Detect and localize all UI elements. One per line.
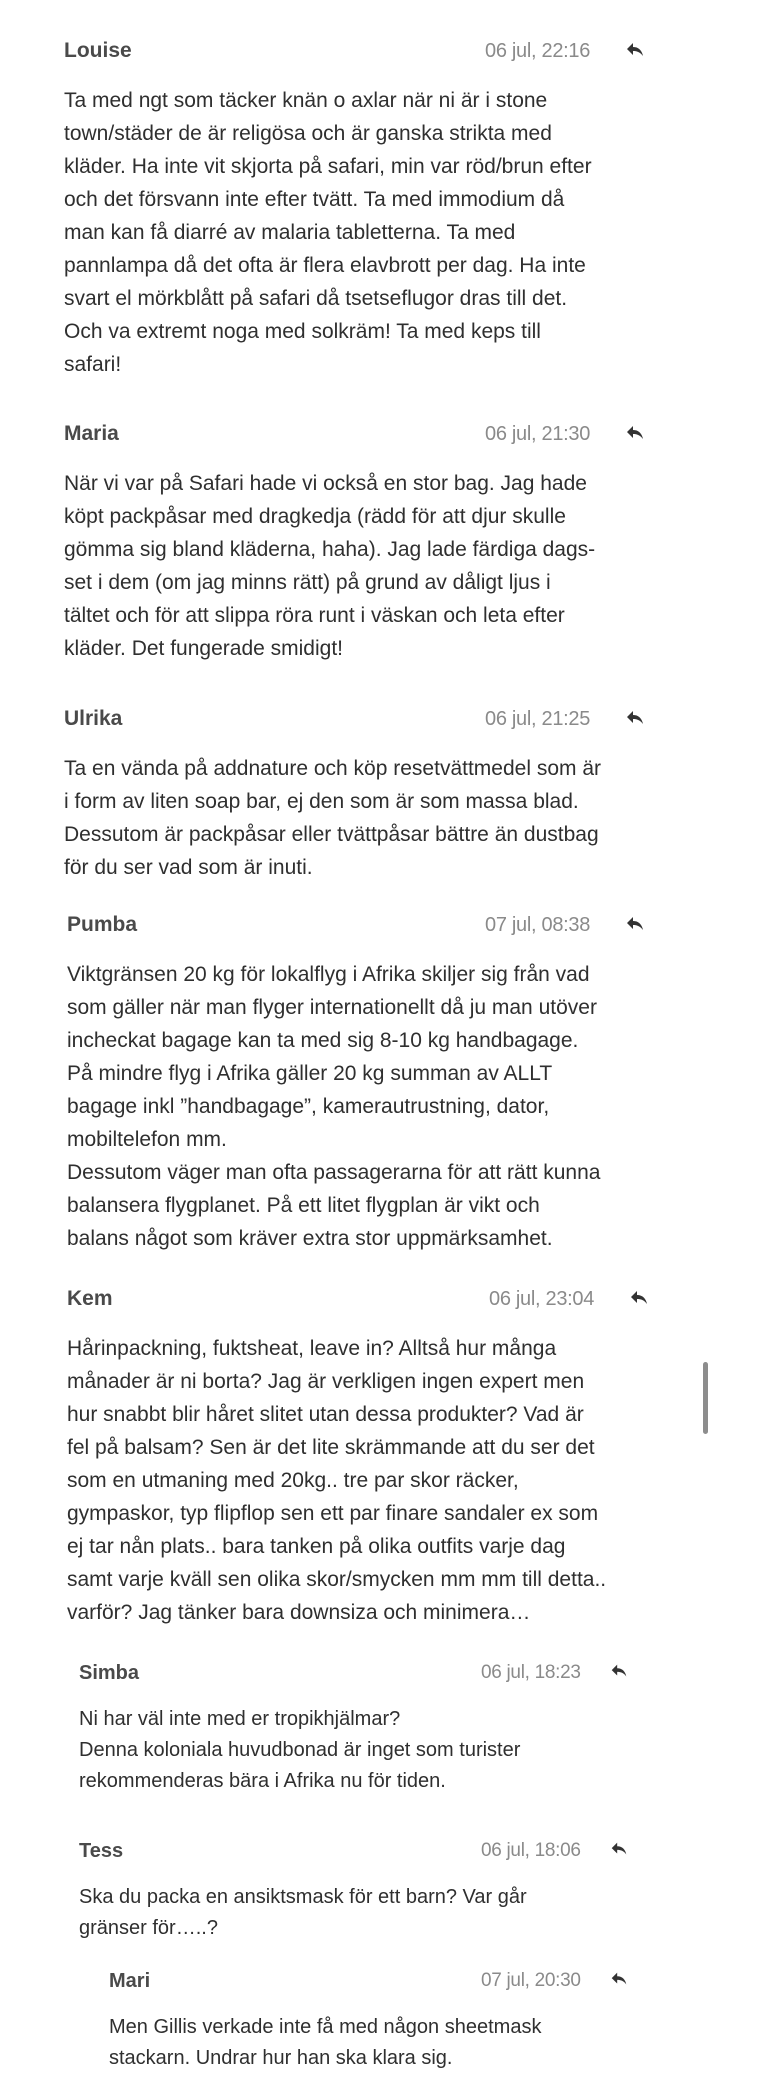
reply-icon[interactable] xyxy=(624,422,648,446)
comment-reply xyxy=(79,1660,679,1797)
reply-icon[interactable] xyxy=(624,707,648,731)
comment xyxy=(64,38,684,381)
comment-date: 06 jul, 22:16 xyxy=(485,40,591,62)
comment xyxy=(67,1286,697,1629)
comment-author: Tess xyxy=(79,1840,124,1862)
comment-date: 06 jul, 21:25 xyxy=(485,708,591,730)
comment-reply xyxy=(79,1838,679,1944)
comment xyxy=(64,706,684,884)
comment-text: När vi var på Safari hade vi också en stor bag. Jag hade köpt packpåsar med dragkedja (rädd för att djur skulle gömma sig bland kläderna, haha). Jag lade färdiga dags- set i dem (om jag minns rätt) på grund av dåligt ljus i tältet och för att slippa röra runt i väskan och leta efter kläder. Det fungerade smidigt! xyxy=(64,472,596,660)
comment-date: 06 jul, 23:04 xyxy=(489,1288,595,1310)
comment-author: Kem xyxy=(67,1287,113,1310)
comment-date: 07 jul, 20:30 xyxy=(481,1970,581,1991)
comment-author: Maria xyxy=(64,422,119,445)
comment xyxy=(64,421,684,665)
comment-reply xyxy=(109,1968,679,2074)
comment-text: Ta med ngt som täcker knän o axlar när ni är i stone town/städer de är religösa och är ganska strikta med kläder. Ha inte vit skjorta på safari, min var röd/brun efter och det försvann inte efter tvätt. Ta med immodium då man kan få diarré av malaria tabletterna. Ta med pannlampa då det ofta är flera elavbrott per dag. Ha inte svart el mörkblått på safari då tsetseflugor dras till det. Och va extremt noga med solkräm! Ta med keps till safari! xyxy=(64,89,592,376)
comment-text: Ska du packa en ansiktsmask för ett barn? Var går gränser för…..? xyxy=(79,1886,527,1939)
comment xyxy=(67,912,687,1255)
reply-icon[interactable] xyxy=(609,1839,633,1863)
comment-text: Ta en vända på addnature och köp resetvättmedel som är i form av liten soap bar, ej den som är som massa blad. Dessutom är packpåsar eller tvättpåsar bättre än dustbag för du ser vad som är inuti. xyxy=(64,757,601,879)
reply-icon[interactable] xyxy=(624,913,648,937)
comment-author: Louise xyxy=(64,39,132,62)
comment-text: Hårinpackning, fuktsheat, leave in? Alltså hur många månader är ni borta? Jag är verkligen ingen expert men hur snabbt blir håret slitet utan dessa produkter? Vad är fel på balsam? Sen är det lite skrämmande att du ser det som en utmaning med 20kg.. tre par skor räcker, gympaskor, typ flipflop sen ett par finare sandaler ex som ej tar nån plats.. bara tanken på olika outfits varje dag samt varje kväll sen olika skor/smycken mm mm till detta.. varför? Jag tänker bara downsiza och minimera… xyxy=(67,1337,607,1624)
comment-date: 06 jul, 21:30 xyxy=(485,423,591,445)
scrollbar-thumb[interactable] xyxy=(703,1362,708,1434)
comment-date: 06 jul, 18:23 xyxy=(481,1662,581,1683)
reply-icon[interactable] xyxy=(628,1287,652,1311)
comment-author: Simba xyxy=(79,1662,140,1684)
comment-date: 06 jul, 18:06 xyxy=(481,1840,581,1861)
reply-icon[interactable] xyxy=(624,39,648,63)
comment-text: Viktgränsen 20 kg för lokalflyg i Afrika skiljer sig från vad som gäller när man flyger internationellt då ju man utöver incheckat bagage kan ta med sig 8-10 kg handbagage. På mindre flyg i Afrika gäller 20 kg summan av ALLT bagage inkl ”handbagage”, kamerautrustning, dator, mobiltelefon mm. Dessutom väger man ofta passagerarna för att rätt kunna balansera flygplanet. På ett litet flygplan är vikt och balans något som kräver extra stor uppmärksamhet. xyxy=(67,963,601,1250)
reply-icon[interactable] xyxy=(609,1969,633,1993)
comment-author: Pumba xyxy=(67,913,138,936)
comment-text: Men Gillis verkade inte få med någon sheetmask stackarn. Undrar hur han ska klara sig. xyxy=(109,2016,542,2069)
comment-date: 07 jul, 08:38 xyxy=(485,914,591,936)
comment-author: Ulrika xyxy=(64,707,123,730)
reply-icon[interactable] xyxy=(609,1661,633,1685)
comment-author: Mari xyxy=(109,1970,151,1992)
comment-text: Ni har väl inte med er tropikhjälmar? Denna koloniala huvudbonad är inget som turister rekommenderas bära i Afrika nu för tiden. xyxy=(79,1708,521,1792)
